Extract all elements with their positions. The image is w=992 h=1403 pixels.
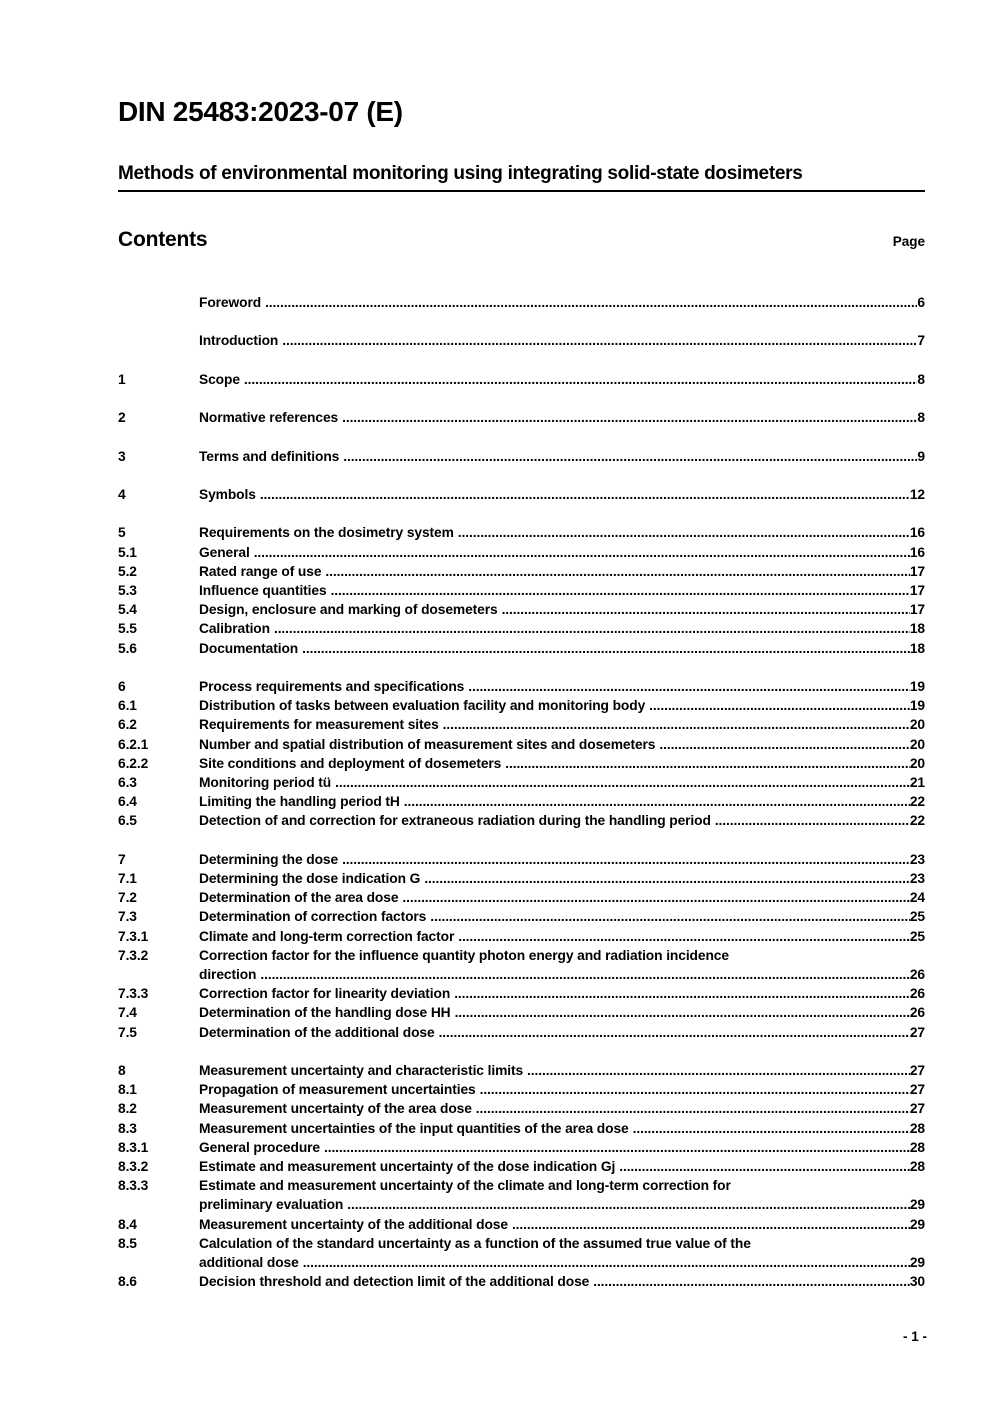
toc-entry-page: 28 (909, 1158, 925, 1174)
toc-entry-number: 2 (118, 410, 126, 426)
toc-entry-line (199, 696, 925, 715)
dot-leader (303, 1253, 910, 1272)
toc-group (118, 331, 925, 350)
toc-entry-number: 6.2 (118, 717, 137, 733)
toc-entry-title: Estimate and measurement uncertainty of the dose indication Gj (199, 1158, 616, 1174)
dot-leader (633, 1119, 910, 1138)
dot-leader (443, 715, 910, 734)
toc-entry-page: 28 (909, 1139, 925, 1155)
toc-entry (118, 1080, 925, 1099)
toc-entry-number: 6.2.1 (118, 736, 149, 752)
toc-group (118, 408, 925, 427)
toc-entry-title: Limiting the handling period tH (199, 794, 400, 810)
toc-entry-page: 23 (909, 851, 925, 867)
dot-leader (619, 1157, 910, 1176)
toc-entry-page: 12 (909, 486, 925, 502)
toc-entry-body (199, 1061, 925, 1080)
toc-entry-page: 24 (909, 890, 925, 906)
toc-entry (118, 1234, 925, 1272)
dot-leader (527, 1061, 910, 1080)
toc-entry-page: 21 (909, 774, 925, 790)
toc-entry-body (199, 619, 925, 638)
dot-leader (343, 447, 917, 466)
toc-entry-body (199, 447, 925, 466)
toc-entry (118, 581, 925, 600)
toc-entry-line (199, 1272, 925, 1291)
toc-entry-number: 7.5 (118, 1024, 137, 1040)
toc-group (118, 1061, 925, 1291)
toc-entry-title-line1: Calculation of the standard uncertainty as a function of the assumed true value of the (199, 1235, 751, 1251)
contents-heading: Contents (118, 227, 208, 251)
dot-leader (649, 696, 910, 715)
toc-group (118, 293, 925, 312)
toc-entry-line (199, 370, 925, 389)
toc-entry-title: Number and spatial distribution of measurement sites and dosemeters (199, 736, 656, 752)
toc-entry (118, 792, 925, 811)
toc-entry-page: 26 (909, 986, 925, 1002)
dot-leader (593, 1272, 910, 1291)
toc-entry (118, 907, 925, 926)
page-content (118, 0, 925, 1311)
toc-entry-line (199, 543, 925, 562)
toc-entry-number: 4 (118, 486, 126, 502)
toc-entry (118, 1023, 925, 1042)
toc-entry-line (199, 965, 925, 984)
toc-group (118, 523, 925, 657)
toc-entry-page: 17 (909, 563, 925, 579)
toc-entry-page: 17 (909, 602, 925, 618)
toc-entry-page: 19 (909, 698, 925, 714)
toc-entry (118, 1215, 925, 1234)
toc-entry-title: Normative references (199, 410, 339, 426)
toc-entry-page: 26 (909, 966, 925, 982)
toc-entry (118, 600, 925, 619)
toc-entry-title-line1: Estimate and measurement uncertainty of the climate and long-term correction for (199, 1178, 731, 1194)
toc-entry-number: 8.4 (118, 1216, 137, 1232)
toc-entry-body (199, 773, 925, 792)
toc-entry-title: preliminary evaluation (199, 1197, 344, 1213)
dot-leader (476, 1099, 910, 1118)
toc-entry-page: 16 (909, 525, 925, 541)
toc-entry-title: Determining the dose (199, 851, 339, 867)
toc-entry-page: 29 (909, 1216, 925, 1232)
toc-entry (118, 1119, 925, 1138)
toc-entry-number: 8.6 (118, 1274, 137, 1290)
toc-entry-title: Determination of correction factors (199, 909, 427, 925)
toc-entry-line (199, 1215, 925, 1234)
dot-leader (659, 735, 909, 754)
toc-entry-page: 27 (909, 1101, 925, 1117)
toc-entry-page: 8 (917, 410, 925, 426)
toc-entry-number: 6.3 (118, 774, 137, 790)
toc-entry (118, 293, 925, 312)
toc-entry-page: 27 (909, 1062, 925, 1078)
toc-entry-number: 8.3.2 (118, 1158, 149, 1174)
toc-entry-title: Determining the dose indication G (199, 870, 421, 886)
toc-entry-title: Climate and long-term correction factor (199, 928, 455, 944)
toc-entry-body (199, 1234, 925, 1272)
toc-entry-line (199, 1099, 925, 1118)
toc-entry-line (199, 715, 925, 734)
toc-entry-title: Requirements on the dosimetry system (199, 525, 454, 541)
toc-entry (118, 696, 925, 715)
toc-entry (118, 677, 925, 696)
toc-entry-title: Measurement uncertainties of the input quantities of the area dose (199, 1120, 629, 1136)
toc-entry-body (199, 811, 925, 830)
toc-entry-page: 29 (909, 1197, 925, 1213)
table-of-contents (118, 293, 925, 1291)
toc-entry-number: 6 (118, 678, 126, 694)
toc-group (118, 485, 925, 504)
toc-entry-body (199, 850, 925, 869)
toc-entry-body (199, 1023, 925, 1042)
toc-entry-title: Introduction (199, 333, 279, 349)
dot-leader (347, 1195, 910, 1214)
toc-entry-body (199, 696, 925, 715)
toc-entry-line (199, 1195, 925, 1214)
toc-entry-line (199, 562, 925, 581)
dot-leader (342, 850, 910, 869)
toc-entry-line (199, 1023, 925, 1042)
dot-leader (458, 523, 910, 542)
toc-entry (118, 773, 925, 792)
toc-entry (118, 1003, 925, 1022)
toc-entry (118, 370, 925, 389)
toc-group (118, 677, 925, 831)
toc-entry-title: Documentation (199, 640, 299, 656)
toc-entry-number: 7.3.3 (118, 986, 149, 1002)
toc-entry-title: Symbols (199, 486, 256, 502)
toc-entry-line (199, 1003, 925, 1022)
toc-entry-number: 7.3.1 (118, 928, 149, 944)
toc-entry-title: Measurement uncertainty of the additional dose (199, 1216, 508, 1232)
dot-leader (439, 1023, 910, 1042)
toc-entry-number: 5 (118, 525, 126, 541)
dot-leader (430, 907, 910, 926)
dot-leader (505, 754, 910, 773)
toc-entry-title: Determination of the area dose (199, 890, 399, 906)
dot-leader (244, 370, 918, 389)
toc-entry-number: 6.2.2 (118, 755, 149, 771)
toc-entry-body (199, 1138, 925, 1157)
toc-entry-page: 22 (909, 813, 925, 829)
toc-entry-page: 23 (909, 870, 925, 886)
toc-entry-title: Scope (199, 371, 240, 387)
toc-entry (118, 639, 925, 658)
dot-leader (302, 639, 910, 658)
toc-entry-body (199, 370, 925, 389)
toc-entry-line (199, 792, 925, 811)
toc-entry-body (199, 1176, 925, 1214)
toc-entry-line (199, 619, 925, 638)
toc-entry-page: 22 (909, 794, 925, 810)
toc-entry-number: 8 (118, 1062, 126, 1078)
doc-id: DIN 25483:2023-07 (E) (118, 96, 403, 127)
toc-entry-body (199, 907, 925, 926)
toc-entry-line (199, 485, 925, 504)
toc-entry-line (199, 850, 925, 869)
toc-entry-number: 8.1 (118, 1082, 137, 1098)
toc-entry (118, 331, 925, 350)
dot-leader (324, 1138, 910, 1157)
toc-entry-title: Site conditions and deployment of dosemeters (199, 755, 502, 771)
toc-entry-title: direction (199, 966, 257, 982)
toc-entry-body (199, 1080, 925, 1099)
toc-entry-page: 16 (909, 544, 925, 560)
toc-entry-line (199, 677, 925, 696)
toc-entry (118, 811, 925, 830)
toc-entry-body (199, 1157, 925, 1176)
toc-entry-title: Terms and definitions (199, 448, 340, 464)
toc-entry (118, 1099, 925, 1118)
dot-leader (404, 792, 910, 811)
toc-entry-body (199, 485, 925, 504)
toc-entry-number: 5.6 (118, 640, 137, 656)
toc-entry-number: 8.3 (118, 1120, 137, 1136)
toc-entry-page: 6 (917, 294, 925, 310)
dot-leader (512, 1215, 910, 1234)
toc-entry-line (199, 773, 925, 792)
dot-leader (331, 581, 910, 600)
toc-entry-body (199, 677, 925, 696)
dot-leader (480, 1080, 910, 1099)
toc-entry-page: 29 (909, 1255, 925, 1270)
toc-entry-title: Propagation of measurement uncertainties (199, 1082, 476, 1098)
dot-leader (458, 927, 910, 946)
toc-entry (118, 1176, 925, 1214)
toc-entry-title: Requirements for measurement sites (199, 717, 439, 733)
toc-entry-body (199, 735, 925, 754)
toc-entry-number: 8.3.1 (118, 1139, 149, 1155)
toc-entry-line (199, 293, 925, 312)
toc-entry-title: Determination of the handling dose HH (199, 1005, 451, 1021)
toc-entry-line (199, 523, 925, 542)
toc-entry-line (199, 888, 925, 907)
toc-entry-page: 27 (909, 1082, 925, 1098)
toc-entry (118, 1272, 925, 1291)
toc-entry (118, 888, 925, 907)
toc-entry-page: 20 (909, 717, 925, 733)
toc-entry-number: 1 (118, 371, 126, 387)
dot-leader (424, 869, 910, 888)
toc-entry-number: 7.3.2 (118, 947, 149, 963)
toc-entry-body (199, 888, 925, 907)
toc-entry-body (199, 715, 925, 734)
toc-entry-line (199, 639, 925, 658)
toc-entry-title: additional dose (199, 1255, 299, 1270)
toc-entry (118, 1157, 925, 1176)
toc-entry-number: 7.2 (118, 890, 137, 906)
toc-entry-number: 8.5 (118, 1235, 137, 1251)
dot-leader (325, 562, 909, 581)
toc-entry (118, 447, 925, 466)
toc-entry (118, 523, 925, 542)
toc-entry-line (199, 1119, 925, 1138)
toc-entry (118, 735, 925, 754)
toc-entry-line (199, 984, 925, 1003)
toc-entry-body (199, 754, 925, 773)
toc-entry-line (199, 1080, 925, 1099)
toc-entry-body (199, 1003, 925, 1022)
toc-entry-title: Design, enclosure and marking of dosemeters (199, 602, 498, 618)
toc-entry (118, 619, 925, 638)
toc-entry (118, 850, 925, 869)
toc-entry-page: 9 (917, 448, 925, 464)
toc-entry-number: 6.4 (118, 794, 137, 810)
toc-entry-title: Determination of the additional dose (199, 1024, 435, 1040)
toc-entry-number: 8.3.3 (118, 1178, 149, 1194)
toc-entry-page: 26 (909, 1005, 925, 1021)
toc-group (118, 447, 925, 466)
toc-entry-page: 17 (909, 582, 925, 598)
toc-entry-body (199, 408, 925, 427)
toc-entry (118, 485, 925, 504)
toc-entry-body (199, 639, 925, 658)
toc-entry-body (199, 543, 925, 562)
toc-entry-page: 18 (909, 621, 925, 637)
dot-leader (274, 619, 910, 638)
toc-entry-title: Detection of and correction for extraneous radiation during the handling period (199, 813, 711, 829)
toc-entry (118, 1138, 925, 1157)
dot-leader (715, 811, 910, 830)
toc-entry-body (199, 1119, 925, 1138)
toc-entry-body (199, 1215, 925, 1234)
toc-entry-page: 19 (909, 678, 925, 694)
toc-entry-number: 7 (118, 851, 126, 867)
doc-title: Methods of environmental monitoring using integrating solid-state dosimeters (118, 163, 925, 192)
toc-entry-body (199, 1099, 925, 1118)
toc-entry-page: 30 (909, 1274, 925, 1290)
toc-entry-body (199, 1272, 925, 1291)
toc-entry-body (199, 792, 925, 811)
toc-entry-title: General procedure (199, 1139, 320, 1155)
toc-entry-title: Foreword (199, 294, 262, 310)
dot-leader (260, 965, 909, 984)
dot-leader (260, 485, 910, 504)
dot-leader (265, 293, 917, 312)
toc-entry (118, 715, 925, 734)
toc-entry-line (199, 600, 925, 619)
contents-header (118, 228, 925, 252)
toc-entry (118, 543, 925, 562)
dot-leader (502, 600, 910, 619)
toc-entry-number: 7.3 (118, 909, 137, 925)
toc-entry-page: 20 (909, 736, 925, 752)
toc-entry-number: 6.1 (118, 698, 137, 714)
toc-entry-page: 28 (909, 1120, 925, 1136)
toc-entry (118, 1061, 925, 1080)
toc-entry-title: General (199, 544, 250, 560)
toc-group (118, 850, 925, 1042)
dot-leader (402, 888, 909, 907)
dot-leader (335, 773, 910, 792)
toc-entry-body (199, 927, 925, 946)
toc-entry-body (199, 600, 925, 619)
toc-entry-number: 7.1 (118, 870, 137, 886)
toc-entry (118, 408, 925, 427)
toc-entry-number: 8.2 (118, 1101, 137, 1117)
toc-entry-title: Decision threshold and detection limit of the additional dose (199, 1274, 590, 1290)
toc-entry-line (199, 811, 925, 830)
toc-entry-line (199, 1061, 925, 1080)
dot-leader (254, 543, 910, 562)
toc-entry (118, 754, 925, 773)
toc-entry-line (199, 1138, 925, 1157)
toc-entry-number: 7.4 (118, 1005, 137, 1021)
toc-entry-page: 7 (917, 333, 925, 349)
toc-entry-line (199, 907, 925, 926)
dot-leader (455, 1003, 910, 1022)
toc-entry-number: 5.2 (118, 563, 137, 579)
toc-entry-title: Measurement uncertainty and characteristic limits (199, 1062, 524, 1078)
toc-entry-number: 5.1 (118, 544, 137, 560)
toc-entry-page: 25 (909, 928, 925, 944)
page-column-label: Page (892, 233, 925, 249)
toc-entry-line (199, 408, 925, 427)
toc-entry-page: 25 (909, 909, 925, 925)
toc-entry-body (199, 946, 925, 984)
toc-entry-number: 5.5 (118, 621, 137, 637)
toc-entry-title: Process requirements and specifications (199, 678, 465, 694)
toc-entry-page: 18 (909, 640, 925, 656)
toc-entry-number: 6.5 (118, 813, 137, 829)
toc-entry-title: Distribution of tasks between evaluation facility and monitoring body (199, 698, 646, 714)
toc-entry-line (199, 735, 925, 754)
toc-entry-title: Influence quantities (199, 582, 327, 598)
dot-leader (454, 984, 910, 1003)
dot-leader (342, 408, 917, 427)
toc-entry-title-line1: Correction factor for the influence quantity photon energy and radiation incidence (199, 947, 729, 963)
toc-group (118, 370, 925, 389)
toc-entry-page: 8 (917, 371, 925, 387)
dot-leader (468, 677, 910, 696)
toc-entry-title: Monitoring period tü (199, 774, 332, 790)
toc-entry-line (199, 447, 925, 466)
toc-entry-body (199, 984, 925, 1003)
toc-entry-body (199, 581, 925, 600)
toc-entry (118, 869, 925, 888)
page-number-footer: - 1 - (902, 1329, 927, 1344)
toc-entry-line (199, 869, 925, 888)
toc-entry-body (199, 523, 925, 542)
toc-entry-title: Correction factor for linearity deviation (199, 986, 451, 1002)
toc-entry (118, 946, 925, 984)
toc-entry-title: Measurement uncertainty of the area dose (199, 1101, 472, 1117)
toc-entry-title: Rated range of use (199, 563, 322, 579)
toc-entry-number: 3 (118, 448, 126, 464)
toc-entry (118, 927, 925, 946)
toc-entry-line (199, 581, 925, 600)
toc-entry-number: 5.4 (118, 602, 137, 618)
toc-entry-line (199, 927, 925, 946)
dot-leader (282, 331, 917, 350)
toc-entry-line (199, 754, 925, 773)
toc-entry-number: 5.3 (118, 582, 137, 598)
toc-entry-line (199, 1253, 925, 1272)
toc-entry-body (199, 869, 925, 888)
toc-entry-page: 27 (909, 1024, 925, 1040)
toc-entry (118, 984, 925, 1003)
toc-entry-line (199, 1157, 925, 1176)
toc-entry (118, 562, 925, 581)
toc-entry-title: Calibration (199, 621, 270, 637)
toc-entry-body (199, 562, 925, 581)
toc-entry-page: 20 (909, 755, 925, 771)
toc-entry-body (199, 331, 925, 350)
toc-entry-line (199, 331, 925, 350)
toc-entry-body (199, 293, 925, 312)
